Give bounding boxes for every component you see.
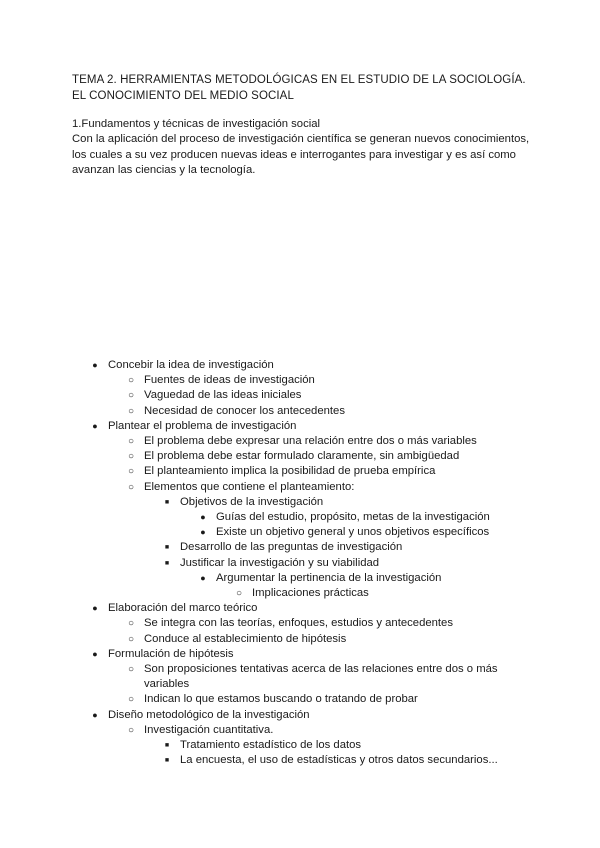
- outline-item-text: Diseño metodológico de la investigación: [108, 708, 310, 721]
- outline-item-text: Elaboración del marco teórico: [108, 602, 258, 615]
- bullet-icon: ○: [235, 588, 243, 599]
- outline-item-text: Tratamiento estadístico de los datos: [180, 739, 362, 751]
- bullet-icon: ●: [92, 709, 98, 720]
- outline-item-text: Objetivos de la investigación: [180, 495, 324, 508]
- outline-item-text: Formulación de hipótesis: [108, 647, 234, 660]
- bullet-icon: ○: [127, 375, 135, 387]
- outline-item-text: El planteamiento implica la posibilidad de prueba empírica: [144, 465, 436, 478]
- outline-item-text: Necesidad de conocer los antecedentes: [144, 404, 345, 417]
- outline-item-text: Implicaciones prácticas: [252, 587, 369, 599]
- section-paragraph: Con la aplicación del proceso de investigación científica se generan nuevos conocimientos, los cuales a su vez producen nuevas ideas e interrogantes para investigar y es así como avanzan las ciencias y la tecnología.: [72, 133, 530, 176]
- section-heading: 1.Fundamentos y técnicas de investigación social: [72, 118, 321, 130]
- outline-item-text: Justificar la investigación y su viabilidad: [180, 556, 380, 569]
- bullet-icon: ○: [127, 618, 135, 630]
- bullet-icon: ○: [127, 451, 135, 463]
- bullet-icon: ●: [200, 527, 206, 538]
- outline-item-text: Vaguedad de las ideas iniciales: [144, 389, 302, 402]
- bullet-icon: ○: [127, 724, 135, 736]
- outline-item-text: La encuesta, el uso de estadísticas y otros datos secundarios...: [180, 754, 498, 767]
- outline-item-text: Concebir la idea de investigación: [108, 359, 274, 371]
- bullet-icon: ○: [127, 390, 135, 402]
- bullet-icon: ○: [127, 694, 135, 706]
- bullet-icon: ●: [200, 512, 206, 522]
- outline-item-text: Desarrollo de las preguntas de investigación: [180, 541, 403, 554]
- outline-item-text: Argumentar la pertinencia de la investigación: [216, 571, 442, 584]
- outline-item-text: Guías del estudio, propósito, metas de la investigación: [216, 511, 490, 523]
- bullet-icon: ○: [127, 466, 135, 478]
- bullet-icon: ●: [92, 648, 98, 659]
- bullet-icon: ■: [164, 498, 170, 506]
- bullet-icon: ■: [164, 757, 170, 765]
- outline-item-text: Elementos que contiene el planteamiento:: [144, 480, 355, 493]
- bullet-icon: ●: [92, 360, 98, 370]
- bullet-icon: ○: [127, 481, 135, 493]
- outline-item-text: Son proposiciones tentativas acerca de las relaciones entre dos o más: [144, 663, 498, 675]
- document-title: TEMA 2. HERRAMIENTAS METODOLÓGICAS EN EL ESTUDIO DE LA SOCIOLOGÍA. EL CONOCIMIENTO DEL MEDIO SOCIAL: [72, 74, 526, 102]
- bullet-icon: ●: [92, 603, 98, 614]
- bullet-icon: ■: [164, 559, 170, 567]
- bullet-icon: ○: [127, 633, 135, 645]
- outline-item-text: Indican lo que estamos buscando o tratando de probar: [144, 693, 418, 706]
- bullet-icon: ●: [200, 572, 206, 583]
- bullet-icon: ■: [164, 742, 170, 749]
- outline-item-text: Se integra con las teorías, enfoques, estudios y antecedentes: [144, 617, 453, 630]
- outline-item-text: variables: [144, 678, 190, 691]
- outline-item-text: El problema debe expresar una relación entre dos o más variables: [144, 435, 477, 447]
- outline-item-text: Plantear el problema de investigación: [108, 419, 297, 432]
- bullet-icon: ○: [127, 436, 135, 447]
- intro-section: [72, 117, 542, 178]
- outline-item-text: Conduce al establecimiento de hipótesis: [144, 632, 347, 645]
- outline-item-text: Existe un objetivo general y unos objetivos específicos: [216, 526, 490, 539]
- bullet-icon: ●: [92, 420, 98, 431]
- outline-item-text: El problema debe estar formulado claramente, sin ambigüedad: [144, 450, 460, 463]
- bullet-icon: ○: [127, 405, 135, 417]
- outline-item-text: Investigación cuantitativa.: [144, 723, 274, 736]
- bullet-icon: ○: [127, 664, 135, 675]
- outline-item-text: Fuentes de ideas de investigación: [144, 374, 315, 387]
- bullet-icon: ■: [164, 544, 170, 552]
